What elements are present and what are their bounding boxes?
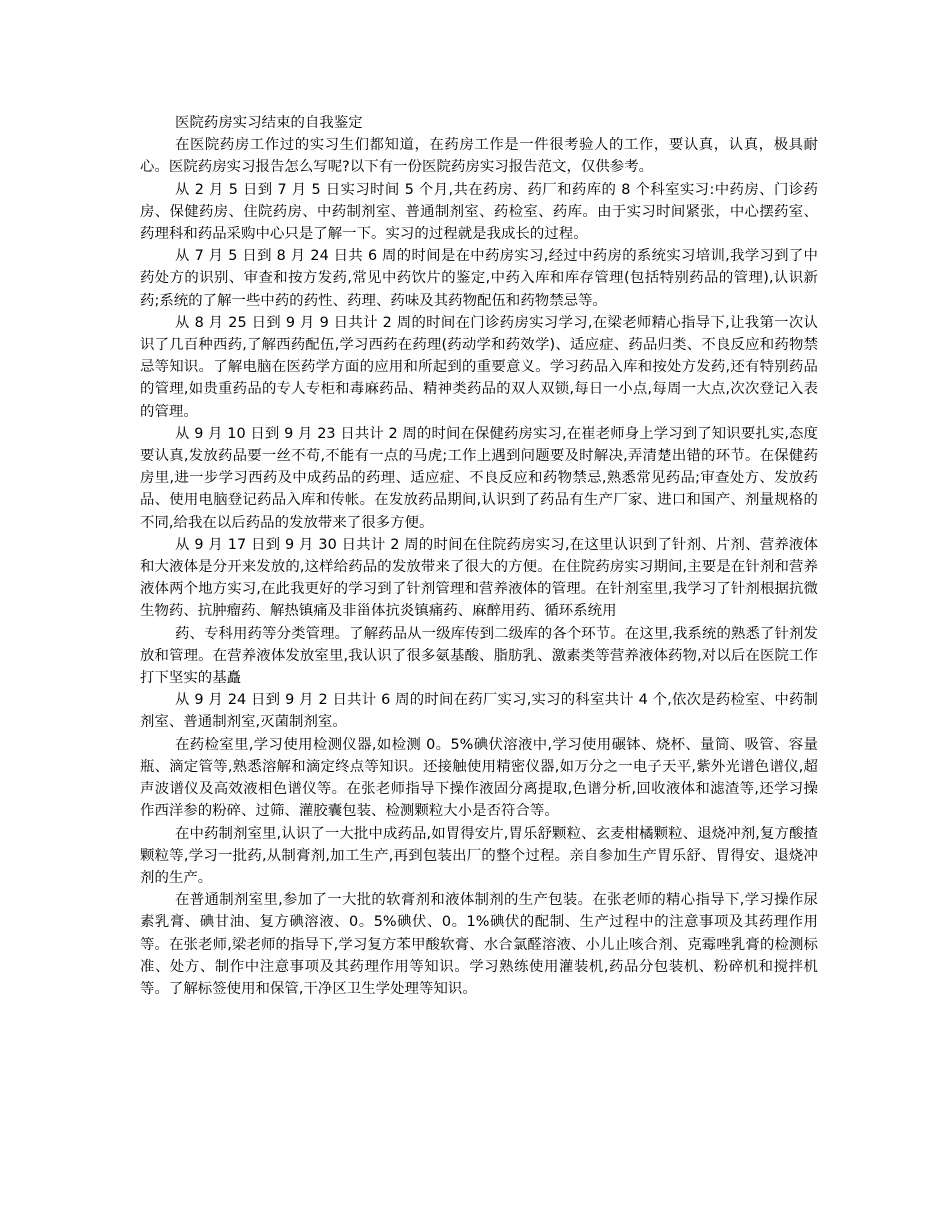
paragraph-chinese-pharmacy: 从 7 月 5 日到 8 月 24 日共 6 周的时间是在中药房实习,经过中药房的系统实习培训,我学习到了中药处方的识别、审查和按方发药,常见中药饮片的鉴定,中药入库和库存管理(包括特别药品的管理),认识新药;系统的了解一些中药的药性、药理、药味及其药物配伍和药物禁忌等。 (140, 248, 818, 309)
paragraph-inpatient-pharmacy: 从 9 月 17 日到 9 月 30 日共计 2 周的时间在住院药房实习,在这里认识到了针剂、片剂、营养液体和大液体是分开来发放的,这样给药品的发放带来了很大的方便。在住院药房实习期间,主要是在针剂和营养液体两个地方实习,在此我更好的学习到了针剂管理和营养液体的管理。在针剂室里,我学习了针剂根据抗微生物药、抗肿瘤药、解热镇痛及非甾体抗炎镇痛药、麻醉用药、循环系统用 (140, 536, 818, 620)
document-body (140, 112, 818, 1000)
paragraph-overview: 从 2 月 5 日到 7 月 5 日实习时间 5 个月,共在药房、药厂和药库的 8 个科室实习:中药房、门诊药房、保健药房、住院药房、中药制剂室、普通制剂室、药检室、药库。由于实习时间紧张，中心摆药室、药理科和药品采购中心只是了解一下。实习的过程就是我成长的过程。 (140, 181, 818, 243)
paragraph-general-preparation-room: 在普通制剂室里,参加了一大批的软膏剂和液体制剂的生产包装。在张老师的精心指导下,学习操作尿素乳膏、碘甘油、复方碘溶液、0。5%碘伏、0。1%碘伏的配制、生产过程中的注意事项及其药理作用等。在张老师,梁老师的指导下,学习复方苯甲酸软膏、水合氯醛溶液、小儿止咳合剂、克霉唑乳膏的检测标准、处方、制作中注意事项及其药理作用等知识。学习熟练使用灌装机,药品分包装机、粉碎机和搅拌机等。了解标签使用和保管,干净区卫生学处理等知识。 (140, 892, 818, 997)
paragraph-injection-management: 药、专科用药等分类管理。了解药品从一级库传到二级库的各个环节。在这里,我系统的熟悉了针剂发放和管理。在营养液体发放室里,我认识了很多氨基酸、脂肪乳、激素类等营养液体药物,对以后在医院工作打下坚实的基矗 (140, 625, 818, 687)
paragraph-intro: 在医院药房工作过的实习生们都知道，在药房工作是一件很考验人的工作，要认真，认真，极具耐心。医院药房实习报告怎么写呢?以下有一份医院药房实习报告范文，仅供参考。 (140, 137, 818, 176)
paragraph-factory-overview: 从 9 月 24 日到 9 月 2 日共计 6 周的时间在药厂实习,实习的科室共计 4 个,依次是药检室、中药制剂室、普通制剂室,灭菌制剂室。 (140, 692, 818, 731)
paragraph-health-pharmacy: 从 9 月 10 日到 9 月 23 日共计 2 周的时间在保健药房实习,在崔老师身上学习到了知识要扎实,态度要认真,发放药品要一丝不苟,不能有一点的马虎;工作上遇到问题要及时解决,弄清楚出错的环节。在保健药房里,进一步学习西药及中成药品的药理、适应症、不良反应和药物禁忌,熟悉常见药品;审查处方、发放药品、使用电脑登记药品入库和传帐。在发放药品期间,认识到了药品有生产厂家、进口和国产、剂量规格的不同,给我在以后药品的发放带来了很多方便。 (140, 425, 818, 531)
paragraph-chinese-preparation-room: 在中药制剂室里,认识了一大批中成药品,如胃得安片,胃乐舒颗粒、玄麦柑橘颗粒、退烧冲剂,复方酸揸颗粒等,学习一批药,从制膏剂,加工生产,再到包装出厂的整个过程。亲自参加生产胃乐舒、胃得安、退烧冲剂的生产。 (140, 825, 818, 886)
paragraph-outpatient-pharmacy: 从 8 月 25 日到 9 月 9 日共计 2 周的时间在门诊药房实习学习,在梁老师精心指导下,让我第一次认识了几百种西药,了解西药配伍,学习西药在药理(药动学和药效学)、适应症、药品归类、不良反应和药物禁忌等知识。了解电脑在医药学方面的应用和所起到的重要意义。学习药品入库和按处方发药,还有特别药品的管理,如贵重药品的专人专柜和毒麻药品、精神类药品的双人双锁,每日一小点,每周一大点,次次登记入表的管理。 (140, 314, 818, 420)
paragraph-drug-testing-room: 在药检室里,学习使用检测仪器,如检测 0。5%碘伏溶液中,学习使用碾钵、烧杯、量筒、吸管、容量瓶、滴定管等,熟悉溶解和滴定终点等知识。还接触使用精密仪器,如万分之一电子天平,紫外光谱色谱仪,超声波谱仪及高效液相色谱仪等。在张老师指导下操作液固分离提取,色谱分析,回收液体和滤渣等,还学习操作西洋参的粉碎、过筛、灌胶囊包装、检测颗粒大小是否符合等。 (140, 736, 818, 820)
document-title: 医院药房实习结束的自我鉴定 (175, 115, 363, 131)
